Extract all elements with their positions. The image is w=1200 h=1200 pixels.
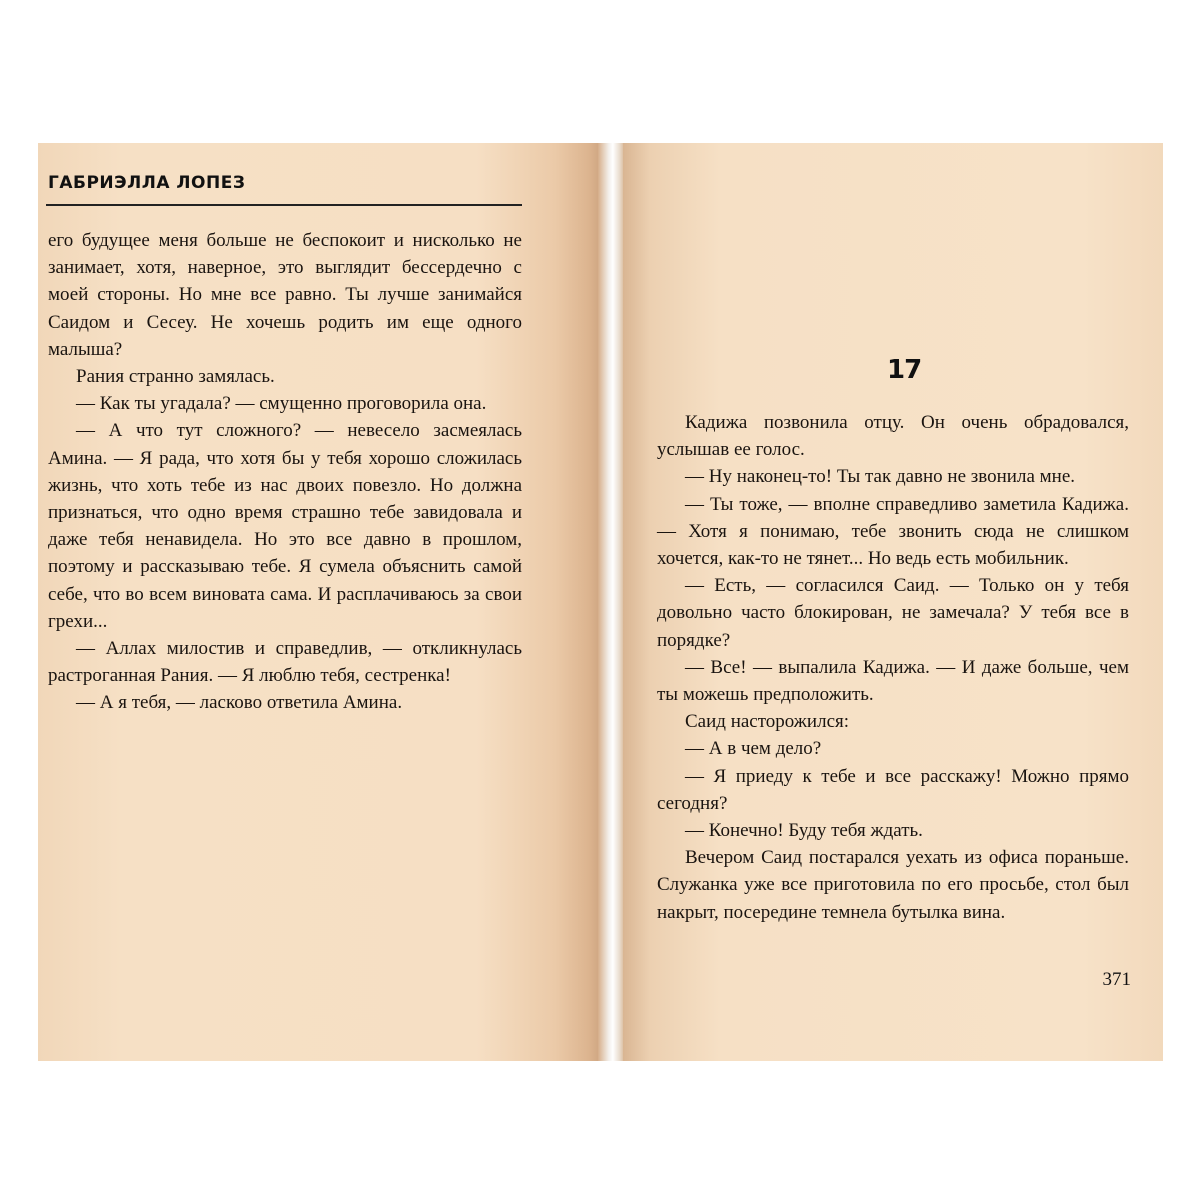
chapter-number: 17 xyxy=(887,355,922,385)
left-page xyxy=(38,143,600,1061)
paragraph: Рания странно замялась. xyxy=(76,366,275,388)
left-page-text xyxy=(48,227,522,717)
right-page xyxy=(623,143,1163,1061)
paragraph: — Конечно! Буду тебя ждать. xyxy=(685,820,923,842)
book-spine-gutter xyxy=(598,143,625,1061)
paragraph: — Ну наконец-то! Ты так давно не звонила мне. xyxy=(685,466,1076,488)
right-page-text xyxy=(657,409,1129,926)
paragraph: Кадижа позвонила отцу. Он очень обрадовался, услышав ее голос. xyxy=(657,412,1129,461)
header-rule xyxy=(46,204,522,206)
paragraph: — Ты тоже, — вполне справедливо заметила Кадижа. — Хотя я понимаю, тебе звонить сюда не слишком хочется, как-то не тянет... Но ведь есть мобильник. xyxy=(657,493,1129,570)
open-book xyxy=(38,143,1163,1061)
paragraph: — А я тебя, — ласково ответила Амина. xyxy=(76,692,403,714)
paragraph: — Как ты угадала? — смущенно проговорила она. xyxy=(76,393,487,415)
paragraph: Вечером Саид постарался уехать из офиса пораньше. Служанка уже все приготовила по его просьбе, стол был накрыт, посередине темнела бутылка вина. xyxy=(657,847,1129,923)
running-head-author: ГАБРИЭЛЛА ЛОПЕЗ xyxy=(48,173,246,193)
paragraph: — А в чем дело? xyxy=(685,738,822,760)
paragraph: — А что тут сложного? — невесело засмеялась Амина. — Я рада, что хотя бы у тебя хорошо сложилась жизнь, что хоть тебе из нас двоих повезло. Но должна признаться, что одно время страшно тебе завидовала и даже тебя ненавидела. Но это все давно в прошлом, поэтому и рассказываю тебе. Я сумела объяснить самой себе, что во всем виновата сама. И расплачиваюсь за свои грехи... xyxy=(48,420,522,632)
paragraph: — Есть, — согласился Саид. — Только он у тебя довольно часто блокирован, не замечала? У тебя все в порядке? xyxy=(657,575,1129,651)
paragraph: — Все! — выпалила Кадижа. — И даже больше, чем ты можешь предположить. xyxy=(657,656,1129,706)
paragraph: — Аллах милостив и справедлив, — откликнулась растроганная Рания. — Я люблю тебя, сестренка! xyxy=(48,638,522,687)
paragraph: — Я приеду к тебе и все расскажу! Можно прямо сегодня? xyxy=(657,765,1129,814)
page-number: 371 xyxy=(1102,969,1131,990)
paragraph: его будущее меня больше не беспокоит и нисколько не занимает, хотя, наверное, это выглядит бессердечно с моей стороны. Но мне все равно. Ты лучше занимайся Саидом и Сесеу. Не хочешь родить им еще одного малыша? xyxy=(48,230,522,360)
paragraph: Саид насторожился: xyxy=(685,711,850,733)
